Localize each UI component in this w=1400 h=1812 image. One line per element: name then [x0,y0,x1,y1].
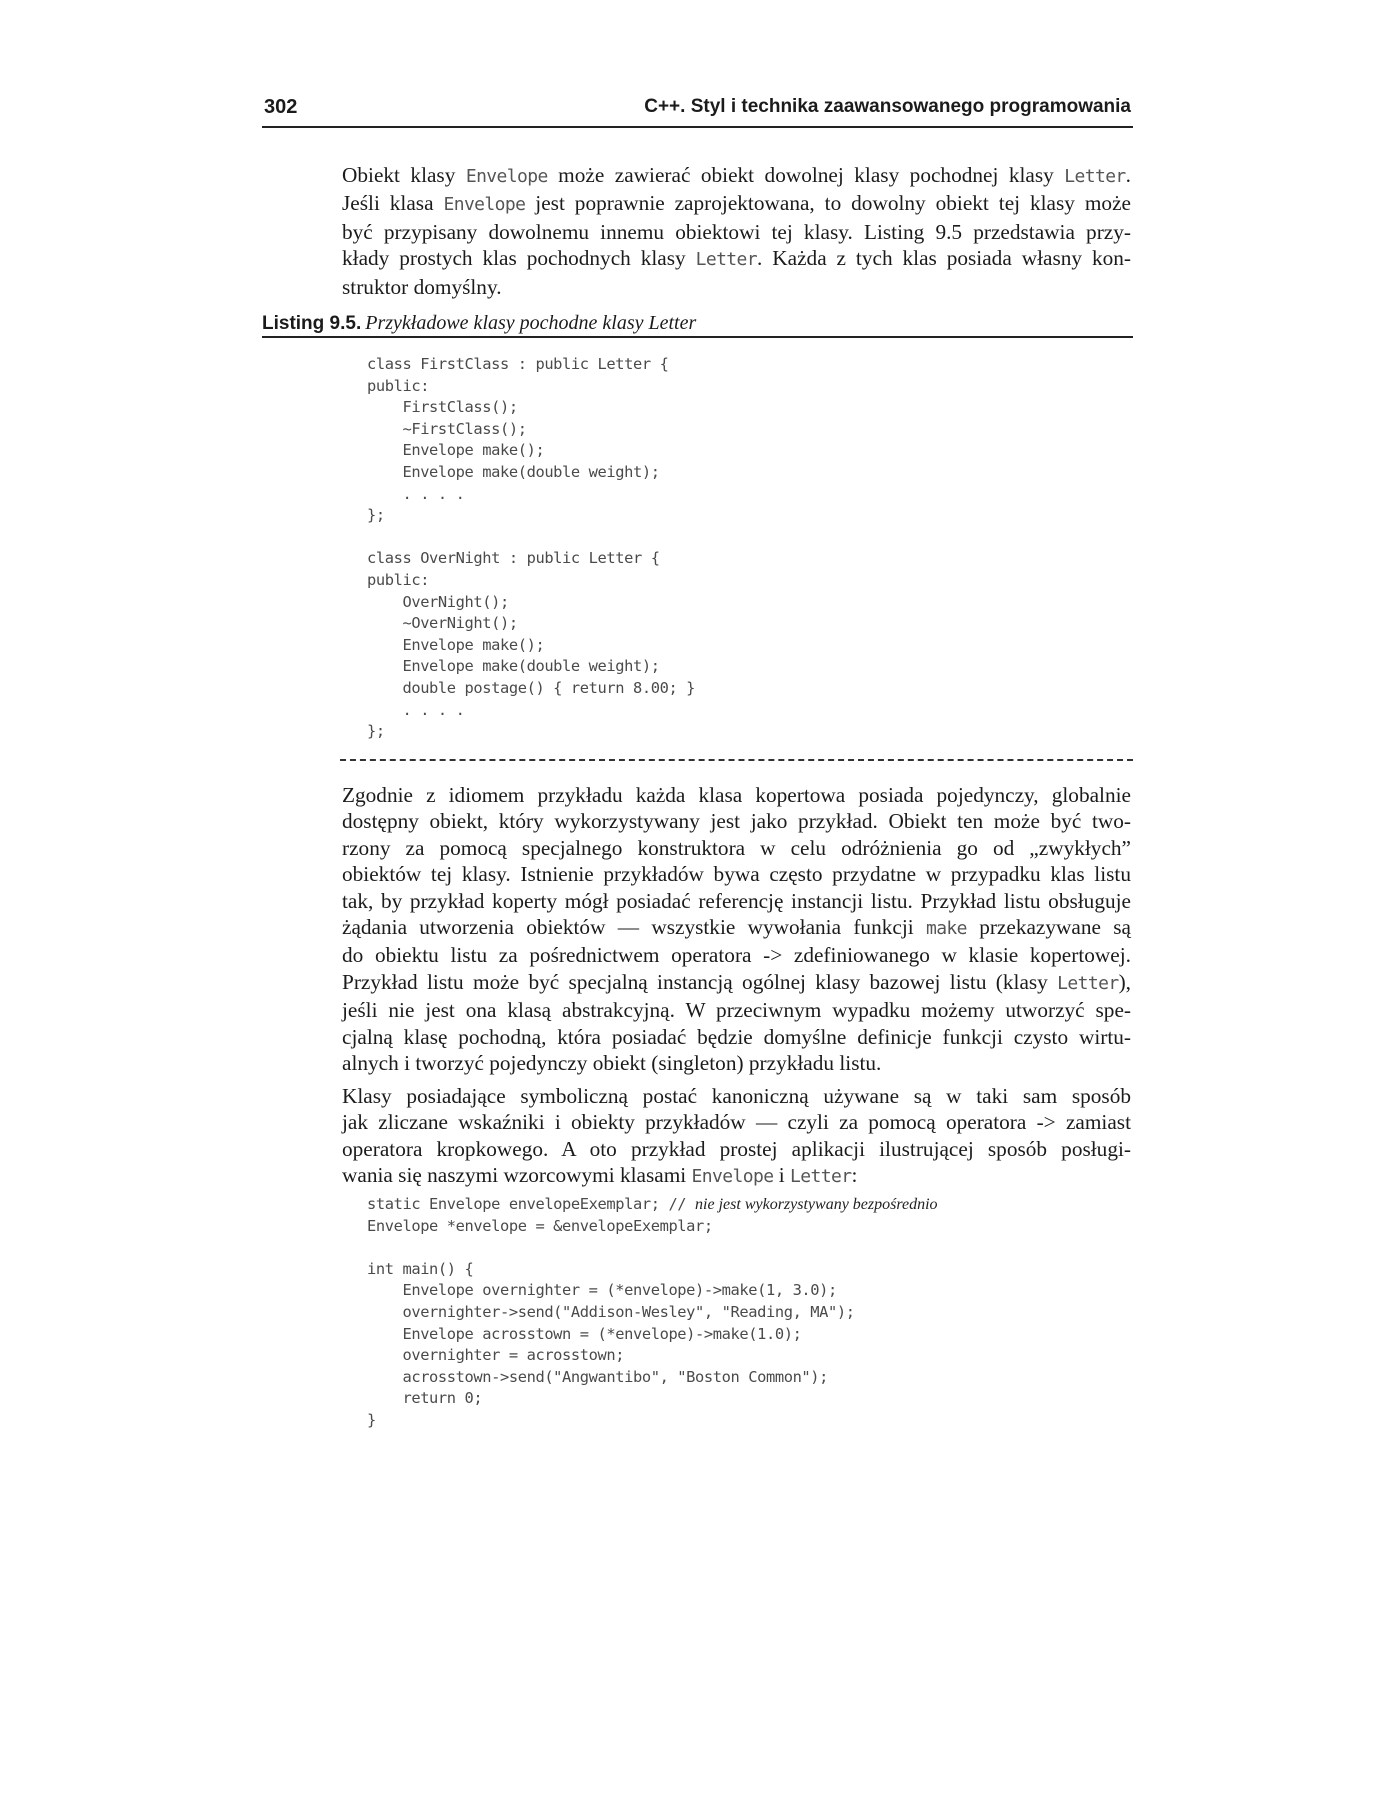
code-comment: nie jest wykorzystywany bezpośrednio [695,1196,938,1213]
text-line: obiektów tej klasy. Istnienie przykładów bywa często przydatne w przypadku klas listu [342,862,1131,887]
listing-code-block [367,354,695,743]
text-line: wania się naszymi wzorcowymi klasami Envelope i Letter: [342,1163,858,1188]
text-line: Przykład listu może być specjalną instancją ogólnej klasy bazowej listu (klasy Letter), [342,969,1131,994]
code-line: Envelope overnighter = (*envelope)->make(1, 3.0); [367,1281,837,1300]
listing-caption [262,312,1133,338]
text-line: jeśli nie jest ona klasą abstrakcyjną. W przeciwnym wypadku możemy utworzyć spe- [342,998,1131,1023]
book-title: C++. Styl i technika zaawansowanego programowania [644,96,1131,117]
paragraph-canonical-form [342,1083,1131,1191]
paragraph-exemplar-idiom [342,782,1131,1076]
running-header [262,96,1133,128]
code-line [367,1237,938,1259]
text-line: do obiektu listu za pośrednictwem operatora -> zdefiniowanego w klasie kopertowej. [342,943,1131,968]
text-line: jak zliczane wskaźniki i obiekty przykładów — czyli za pomocą operatora -> zamiast [342,1110,1131,1135]
inline-code: Letter [1057,972,1119,994]
code-line: ~FirstClass(); [367,419,527,438]
text-line: żądania utworzenia obiektów — wszystkie wywołania funkcji make przekazywane są [342,915,1131,940]
code-line: }; [367,506,385,525]
listing-description: Przykładowe klasy pochodne klasy Letter [365,312,697,334]
code-line: class FirstClass : public Letter { [367,355,669,373]
code-line: class OverNight : public Letter { [367,549,660,568]
code-line: Envelope make(double weight); [367,657,660,676]
code-line: public: [367,376,430,395]
code-line: acrosstown->send("Angwantibo", "Boston Common"); [367,1367,829,1386]
listing-label: Listing 9.5. [262,313,362,334]
text-line: Jeśli klasa Envelope jest poprawnie zaprojektowana, to dowolny obiekt tej klasy może [342,191,1131,216]
code-line: return 0; [367,1389,483,1408]
inline-code: Envelope [465,166,548,187]
code-line [367,527,695,549]
page-number: 302 [264,96,298,118]
listing-end-rule [340,759,1133,761]
code-line: static Envelope envelopeExemplar; // nie jest wykorzystywany bezpośrednio [367,1195,938,1213]
text-line: cjalną klasę pochodną, która posiadać będzie domyślne definicje funkcji czysto wirtu- [342,1024,1131,1049]
code-line: }; [367,722,385,741]
code-line: . . . . [367,700,465,719]
paragraph-envelope-intro [342,162,1131,300]
text-line: Zgodnie z idiomem przykładu każda klasa kopertowa posiada pojedynczy, globalnie [342,783,1131,807]
code-line: ~OverNight(); [367,614,518,633]
text-line: rzony za pomocą specjalnego konstruktora w celu odróżnienia go od „zwykłych” [342,835,1131,860]
text-line: Klasy posiadające symboliczną postać kanoniczną używane są w taki sam sposób [342,1084,1131,1108]
example-code-block [367,1194,938,1432]
code-line: Envelope make(); [367,441,545,460]
inline-code: make [925,918,967,940]
inline-code: Letter [790,1166,852,1188]
inline-code: Envelope [691,1166,774,1188]
inline-code: Envelope [443,194,526,216]
code-line: public: [367,570,430,589]
text-line: być przypisany dowolnemu innemu obiektowi tej klasy. Listing 9.5 przedstawia przy- [342,219,1131,244]
code-line: Envelope make(); [367,635,545,654]
code-line: } [367,1410,376,1429]
code-line: FirstClass(); [367,398,518,417]
code-line: double postage() { return 8.00; } [367,678,696,697]
code-line: overnighter = acrosstown; [367,1346,625,1365]
text-line: struktor domyślny. [342,274,502,299]
inline-code: Letter [1064,166,1126,187]
text-line: tak, by przykład koperty mógł posiadać referencję instancji listu. Przykład listu obsługuje [342,888,1131,913]
code-line: OverNight(); [367,592,509,611]
code-line: Envelope *envelope = &envelopeExemplar; [367,1216,713,1235]
text-line: dostępny obiekt, który wykorzystywany jest jako przykład. Obiekt ten może być two- [342,809,1131,834]
text-line: kłady prostych klas pochodnych klasy Letter. Każda z tych klas posiada własny kon- [342,246,1131,271]
code-line: int main() { [367,1259,474,1278]
text-line: operatora kropkowego. A oto przykład prostej aplikacji ilustrującej sposób posługi- [342,1136,1131,1161]
code-line: . . . . [367,484,465,503]
text-line: Obiekt klasy Envelope może zawierać obiekt dowolnej klasy pochodnej klasy Letter. [342,163,1131,187]
code-line: Envelope make(double weight); [367,462,660,481]
text-line: alnych i tworzyć pojedynczy obiekt (singleton) przykładu listu. [342,1051,882,1076]
inline-code: Letter [695,249,758,271]
code-line: overnighter->send("Addison-Wesley", "Reading, MA"); [367,1302,855,1321]
code-line: Envelope acrosstown = (*envelope)->make(1.0); [367,1324,802,1343]
